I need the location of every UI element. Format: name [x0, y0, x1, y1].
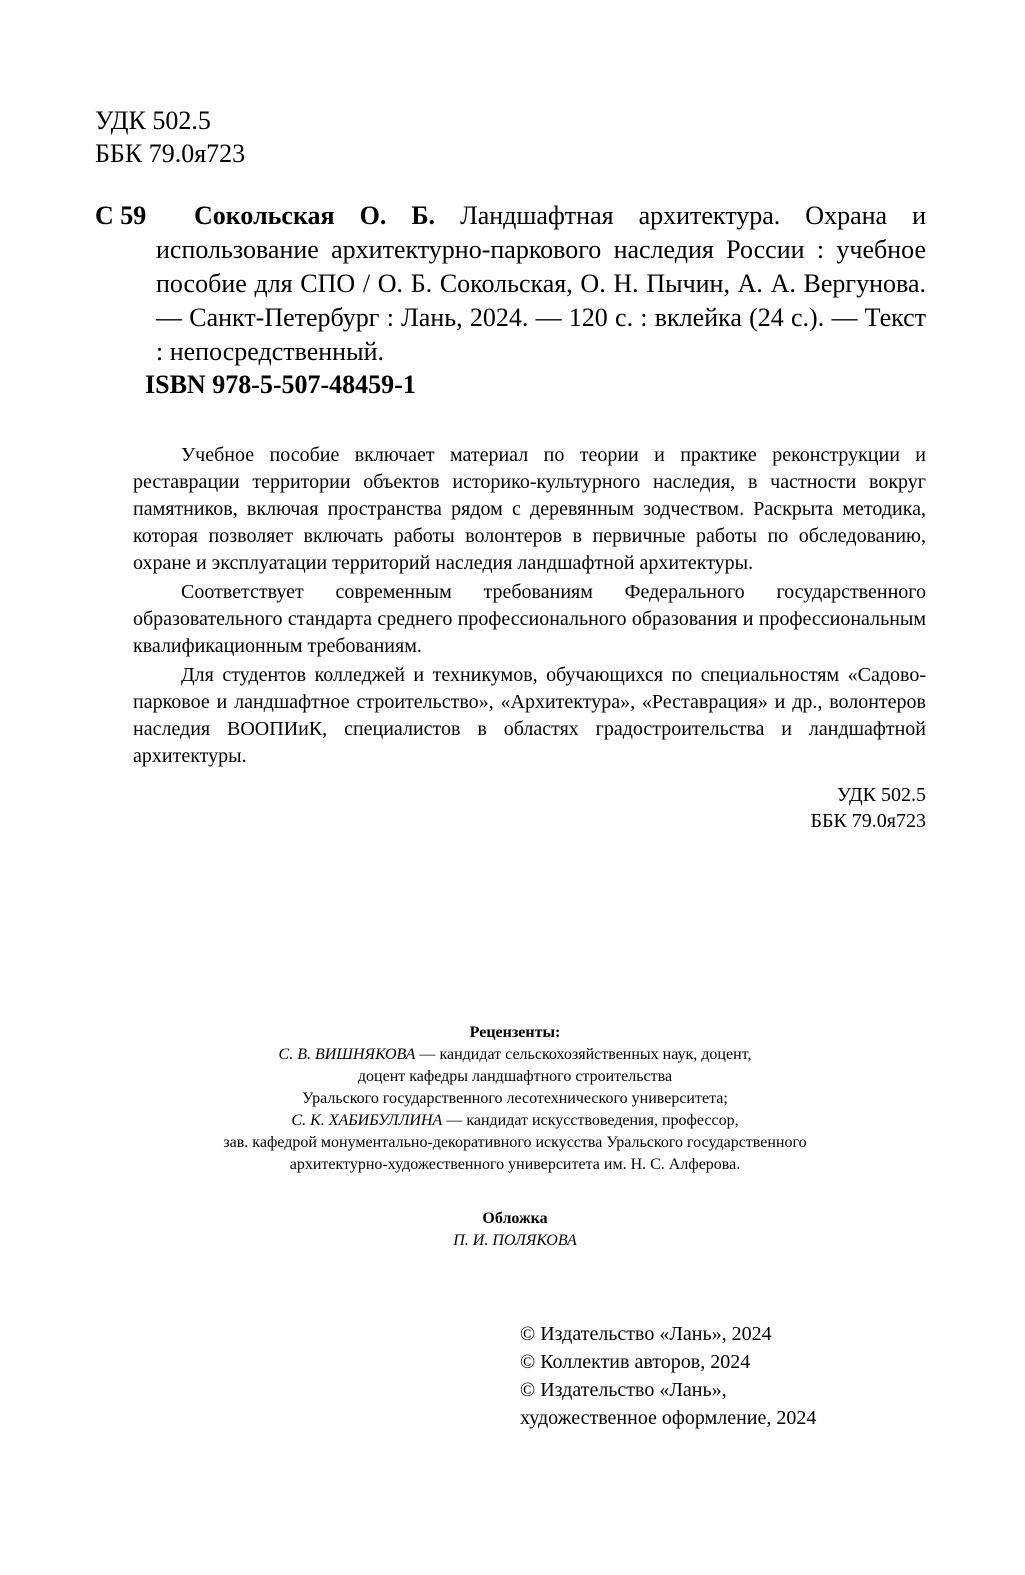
copyright-line: © Коллектив авторов, 2024 [520, 1351, 751, 1373]
author-mark: С 59 [95, 201, 147, 230]
annotation-paragraph: Для студентов колледжей и техникумов, обучающихся по специальностям «Садово-парковое и ландшафтное строительство», «Архитектура», «Реставрация» и др., волонтеров наследия ВООПИиК, специалистов в областях градостроительства и ландшафтной архитектуры. [133, 664, 926, 767]
reviewer-1-position: доцент кафедры ландшафтного строительства [357, 1068, 673, 1085]
copyright-line: © Издательство «Лань», 2024 [520, 1323, 772, 1345]
copyright-line: © Издательство «Лань», [520, 1379, 727, 1401]
classification-footer [810, 782, 926, 834]
reviewers-block [100, 1022, 930, 1176]
reviewer-2-name: С. К. ХАБИБУЛЛИНА [291, 1112, 443, 1129]
bibliographic-entry [156, 199, 926, 369]
copyright-line: художественное оформление, 2024 [520, 1407, 817, 1429]
reviewer-1-name: С. В. ВИШНЯКОВА [278, 1046, 416, 1063]
udk-code: УДК 502.5 [95, 106, 211, 135]
bbk-code: ББК 79.0я723 [95, 139, 246, 168]
reviewer-1-affiliation: Уральского государственного лесотехнического университета; [302, 1090, 728, 1107]
copyright-block [520, 1320, 816, 1432]
reviewer-1 [100, 1044, 930, 1066]
cover-credit [100, 1208, 930, 1252]
reviewer-2-affiliation: архитектурно-художественного университета им. Н. С. Алферова. [289, 1156, 741, 1173]
annotation-paragraph: Соответствует современным требованиям Федерального государственного образовательного стандарта среднего профессионального образования и профессиональным квалификационным требованиям. [133, 581, 926, 657]
isbn: ISBN 978-5-507-48459-1 [145, 370, 416, 399]
reviewers-title: Рецензенты: [469, 1024, 561, 1041]
entry-author: Сокольская О. Б. [194, 201, 436, 230]
reviewer-2-position: зав. кафедрой монументально-декоративного искусства Уральского государственного [223, 1134, 807, 1151]
annotation-paragraph: Учебное пособие включает материал по теории и практике реконструкции и реставрации территории объектов историко-культурного наследия, в частности вокруг памятников, включая пространства рядом с деревянным зодчеством. Раскрыта методика, которая позволяет включать работы волонтеров в первичные работы по обследованию, охране и эксплуатации территорий наследия ландшафтной архитектуры. [133, 444, 926, 574]
classification-header [95, 104, 245, 170]
udk-code: УДК 502.5 [836, 784, 926, 806]
reviewer-2 [100, 1110, 930, 1132]
reviewer-2-degree: — кандидат искусствоведения, профессор, [442, 1112, 739, 1129]
bbk-code: ББК 79.0я723 [810, 810, 926, 832]
reviewer-1-degree: — кандидат сельскохозяйственных наук, доцент, [415, 1046, 752, 1063]
cover-designer: П. И. ПОЛЯКОВА [453, 1232, 577, 1249]
entry-description: Ландшафтная архитектура. Охрана и использование архитектурно-паркового наследия России : учебное пособие для СПО / О. Б. Сокольская, О. Н. Пычин, А. А. Вергунова. — Санкт-Петербург : Лань, 2024. — 120 с. : вклейка (24 с.). — Текст : непосредственный. [156, 201, 926, 366]
cover-title: Обложка [482, 1210, 548, 1227]
annotation [133, 442, 926, 772]
